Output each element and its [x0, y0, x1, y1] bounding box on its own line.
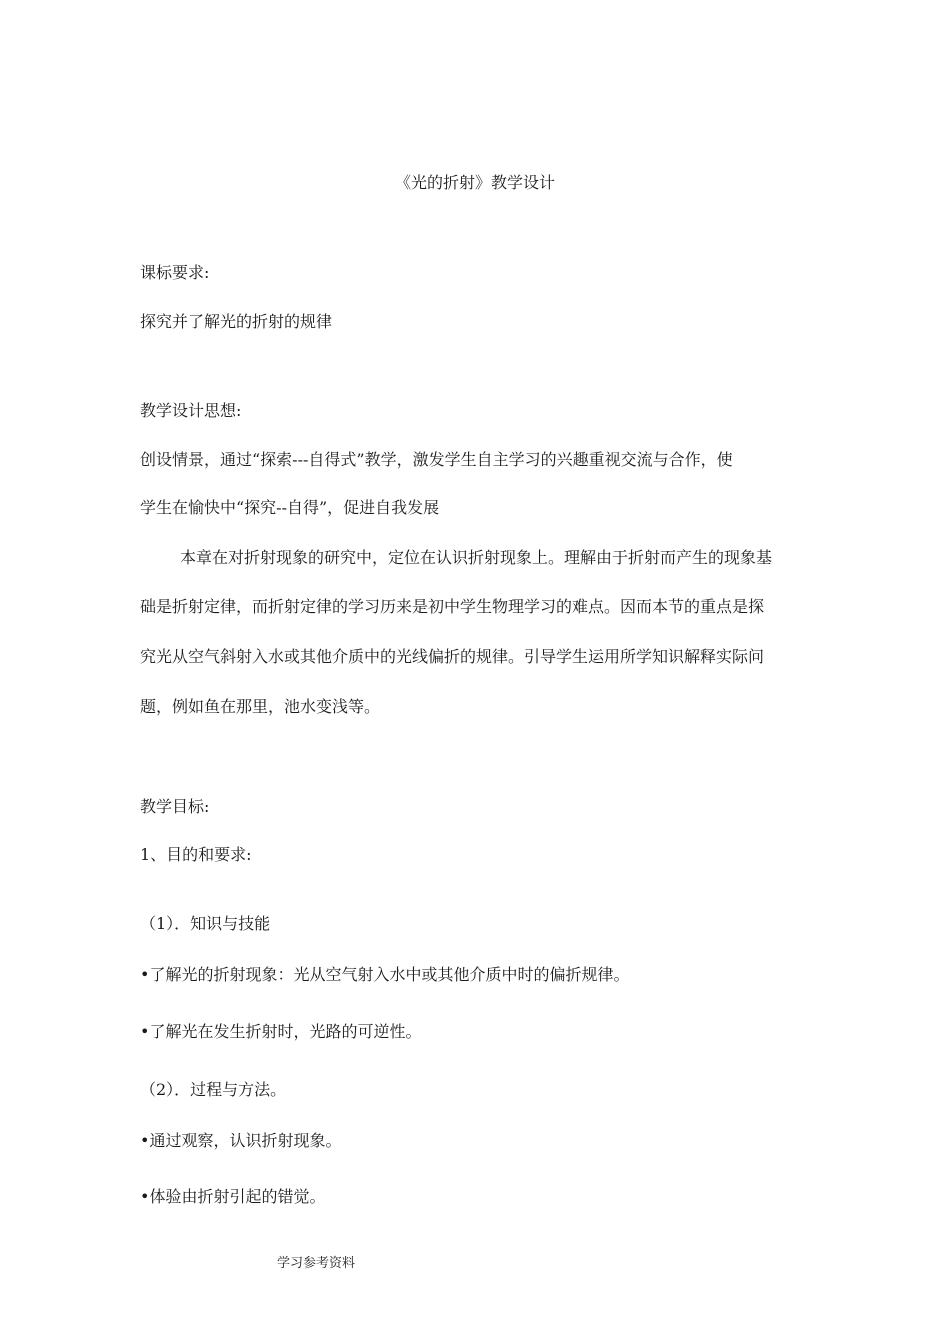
curriculum-heading: 课标要求: — [140, 263, 210, 282]
paragraph-line-3: 究光从空气斜射入水或其他介质中的光线偏折的规律。引导学生运用所学知识解释实际问 — [140, 647, 765, 666]
paragraph-line-4: 题，例如鱼在那里，池水变浅等。 — [140, 697, 381, 716]
goals-heading: 教学目标: — [140, 797, 210, 816]
knowledge-heading: （1）．知识与技能 — [140, 914, 271, 933]
design-heading: 教学设计思想: — [140, 401, 242, 420]
knowledge-item-1: •了解光的折射现象：光从空气射入水中或其他介质中时的偏折规律。 — [140, 965, 630, 984]
process-item-1: •通过观察，认识折射现象。 — [140, 1131, 342, 1150]
goals-subheading: 1、目的和要求: — [140, 845, 252, 864]
process-heading: （2）．过程与方法。 — [140, 1080, 287, 1099]
process-item-2: •体验由折射引起的错觉。 — [140, 1187, 326, 1206]
page-footer: 学习参考资料 — [277, 1256, 356, 1271]
paragraph-line-1: 本章在对折射现象的研究中，定位在认识折射现象上。理解由于折射而产生的现象基 — [180, 548, 773, 567]
document-title: 《光的折射》教学设计 — [394, 173, 555, 192]
knowledge-item-2: •了解光在发生折射时，光路的可逆性。 — [140, 1022, 422, 1041]
design-line-1: 创设情景，通过“探索---自得式”教学，激发学生自主学习的兴趣重视交流与合作，使 — [140, 450, 733, 469]
curriculum-text: 探究并了解光的折射的规律 — [140, 312, 333, 331]
design-line-2: 学生在愉快中“探究--自得”，促进自我发展 — [140, 498, 440, 517]
paragraph-line-2: 础是折射定律，而折射定律的学习历来是初中学生物理学习的难点。因而本节的重点是探 — [140, 597, 765, 616]
